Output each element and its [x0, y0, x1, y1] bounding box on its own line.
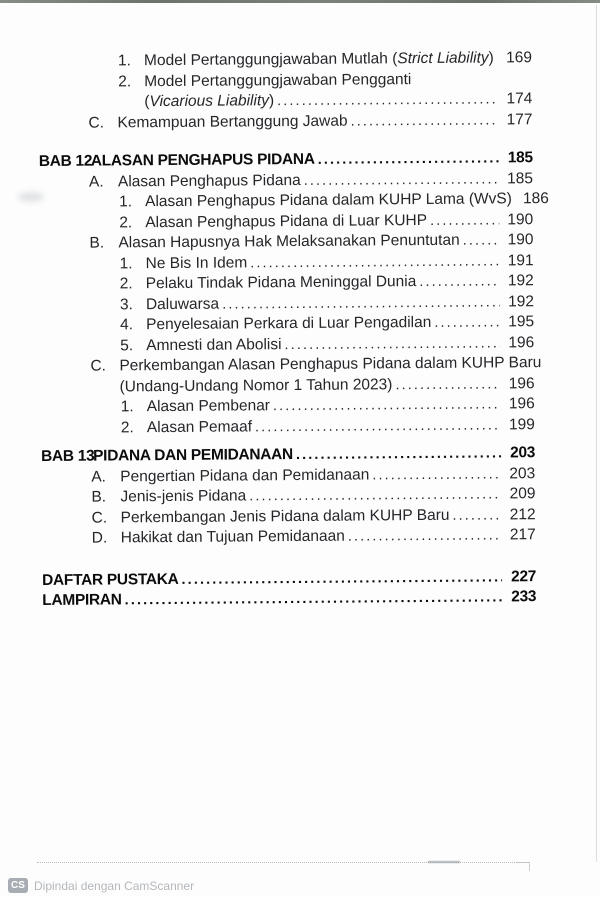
- toc-item-marker: B.: [91, 488, 107, 506]
- toc-dot-leader: [430, 210, 499, 231]
- toc-chapter-label: BAB 12: [38, 152, 93, 171]
- toc-dot-leader: [434, 312, 500, 333]
- toc-dot-leader: [452, 505, 501, 526]
- toc-page-number: 177: [506, 110, 533, 128]
- toc-page-number: 203: [509, 464, 536, 482]
- toc-dot-leader: [296, 443, 501, 465]
- toc-entry-title: (Undang-Undang Nomor 1 Tahun 2023): [119, 375, 393, 395]
- toc-page-number: 217: [509, 526, 536, 544]
- toc-dot-leader: [250, 251, 499, 273]
- toc-entry-title: Alasan Penghapus Pidana dalam KUHP Lama (WvS): [145, 190, 512, 211]
- toc-page-number: 195: [508, 313, 535, 331]
- toc-entry-title: Amnesti dan Abolisi: [146, 335, 282, 354]
- toc-dot-leader: [463, 230, 500, 251]
- toc-page-number: 196: [508, 333, 535, 351]
- toc-item-marker: 1.: [119, 193, 133, 211]
- toc-dot-leader: [419, 271, 500, 292]
- toc-entry-title: Kemampuan Bertanggung Jawab: [117, 112, 348, 131]
- toc-entry-title: PIDANA DAN PEMIDANAAN: [93, 446, 293, 465]
- toc-entry-title: Alasan Penghapus Pidana: [117, 171, 301, 190]
- toc-item-marker: C.: [90, 357, 106, 375]
- toc-entry-title: DAFTAR PUSTAKA: [42, 570, 179, 589]
- toc-page-number: 199: [508, 415, 535, 433]
- toc-entry-title: LAMPIRAN: [42, 591, 122, 609]
- toc-entry-title: Hakikat dan Tujuan Pemidanaan: [120, 527, 345, 547]
- toc-page-number: 190: [507, 231, 534, 249]
- toc-entry-title: Pelaku Tindak Pidana Meninggal Dunia: [145, 273, 417, 293]
- toc-entry-title: Alasan Pembenar: [146, 397, 271, 416]
- toc-dot-leader: [125, 587, 503, 610]
- toc-item-marker: B.: [89, 234, 105, 252]
- toc-entry-title: Alasan Hapusnya Hak Melaksanakan Penuntutan: [118, 231, 460, 252]
- toc-page-number: 209: [509, 485, 536, 503]
- toc-entry-title: Jenis-jenis Pidana: [120, 487, 247, 506]
- toc-item-marker: A.: [91, 467, 106, 486]
- camscanner-logo-icon: CS: [8, 878, 28, 893]
- toc-page-number: 186: [522, 190, 549, 208]
- toc-item-marker: D.: [91, 529, 108, 547]
- toc-entry-title: Model Pertanggungjawaban Pengganti: [144, 70, 412, 90]
- toc-dot-leader: [255, 415, 501, 437]
- toc-row: [38, 48, 532, 72]
- toc-chapter-label: BAB 13: [41, 447, 95, 466]
- toc-item-marker: 2.: [119, 275, 133, 293]
- toc-entry-title: Alasan Pemaaf: [146, 417, 253, 436]
- toc-entry-title: Alasan Penghapus Pidana di Luar KUHP: [145, 211, 428, 231]
- toc-dot-leader: [395, 374, 500, 395]
- toc-dot-leader: [372, 464, 501, 486]
- toc-dot-leader: [304, 169, 499, 191]
- toc-item-marker: 5.: [120, 336, 134, 354]
- toc-row: [42, 587, 536, 611]
- toc-page-number: 190: [507, 210, 534, 228]
- toc-item-marker: 2.: [118, 72, 132, 90]
- toc-entry-title: Pengertian Pidana dan Pemidanaan: [120, 465, 370, 485]
- toc-page-number: 203: [510, 444, 536, 462]
- toc-entry-title: ALASAN PENGHAPUS PIDANA: [90, 150, 315, 170]
- toc-page-number: 227: [511, 567, 537, 585]
- toc-dot-leader: [277, 89, 498, 111]
- toc-dot-leader: [222, 292, 500, 315]
- toc-dot-leader: [350, 110, 498, 132]
- camscanner-watermark: [8, 878, 194, 893]
- toc-row: [38, 110, 532, 134]
- toc-entry-title: Perkembangan Jenis Pidana dalam KUHP Baru: [120, 506, 450, 526]
- toc-page-number: 212: [509, 505, 536, 523]
- toc-entry-title: Model Pertanggungjawaban Mutlah (Strict Liability): [143, 49, 494, 70]
- toc-dot-leader: [318, 148, 499, 170]
- toc-page-number: 233: [511, 588, 537, 606]
- toc-page-number: 196: [508, 395, 535, 413]
- toc-entry-title: Penyelesaian Perkara di Luar Pengadilan: [146, 313, 432, 334]
- toc-entry-title: Ne Bis In Idem: [145, 253, 248, 272]
- toc-item-marker: A.: [88, 173, 104, 191]
- scan-bottom-line-dark-segment: [428, 861, 460, 863]
- toc-dot-leader: [181, 567, 502, 590]
- toc-item-marker: 1.: [120, 398, 134, 416]
- toc-item-marker: C.: [88, 113, 105, 132]
- toc-entry-title: Daluwarsa: [145, 295, 220, 313]
- toc-entry-title: (Vicarious Liability): [144, 92, 275, 111]
- toc-dot-leader: [348, 525, 502, 547]
- toc-item-marker: C.: [91, 508, 108, 527]
- toc-page-number: 196: [508, 374, 535, 392]
- toc-item-marker: 2.: [119, 213, 133, 231]
- toc-row: [41, 415, 535, 439]
- toc-item-marker: 1.: [117, 52, 132, 70]
- scan-bottom-corner-mark: [516, 862, 530, 871]
- toc-page-number: 169: [506, 49, 533, 67]
- toc-entry-title: Perkembangan Alasan Penghapus Pidana dalam KUHP Baru: [119, 354, 542, 375]
- toc-dot-leader: [273, 394, 501, 416]
- toc-page-number: 174: [506, 90, 533, 108]
- toc-dot-leader: [284, 333, 500, 355]
- toc-item-marker: 3.: [119, 295, 133, 313]
- toc-page-number: 191: [507, 251, 534, 269]
- toc-item-marker: 1.: [119, 254, 133, 272]
- toc-dot-leader: [249, 484, 501, 506]
- toc-page-number: 192: [507, 292, 534, 310]
- toc-page-number: 192: [507, 272, 534, 290]
- toc-item-marker: 4.: [120, 316, 134, 334]
- toc-item-marker: 2.: [120, 418, 134, 436]
- toc-page-number: 185: [507, 149, 533, 167]
- toc-row: [42, 525, 536, 549]
- camscanner-watermark-text: Dipindai dengan CamScanner: [34, 878, 195, 893]
- toc-page-number: 185: [507, 169, 534, 187]
